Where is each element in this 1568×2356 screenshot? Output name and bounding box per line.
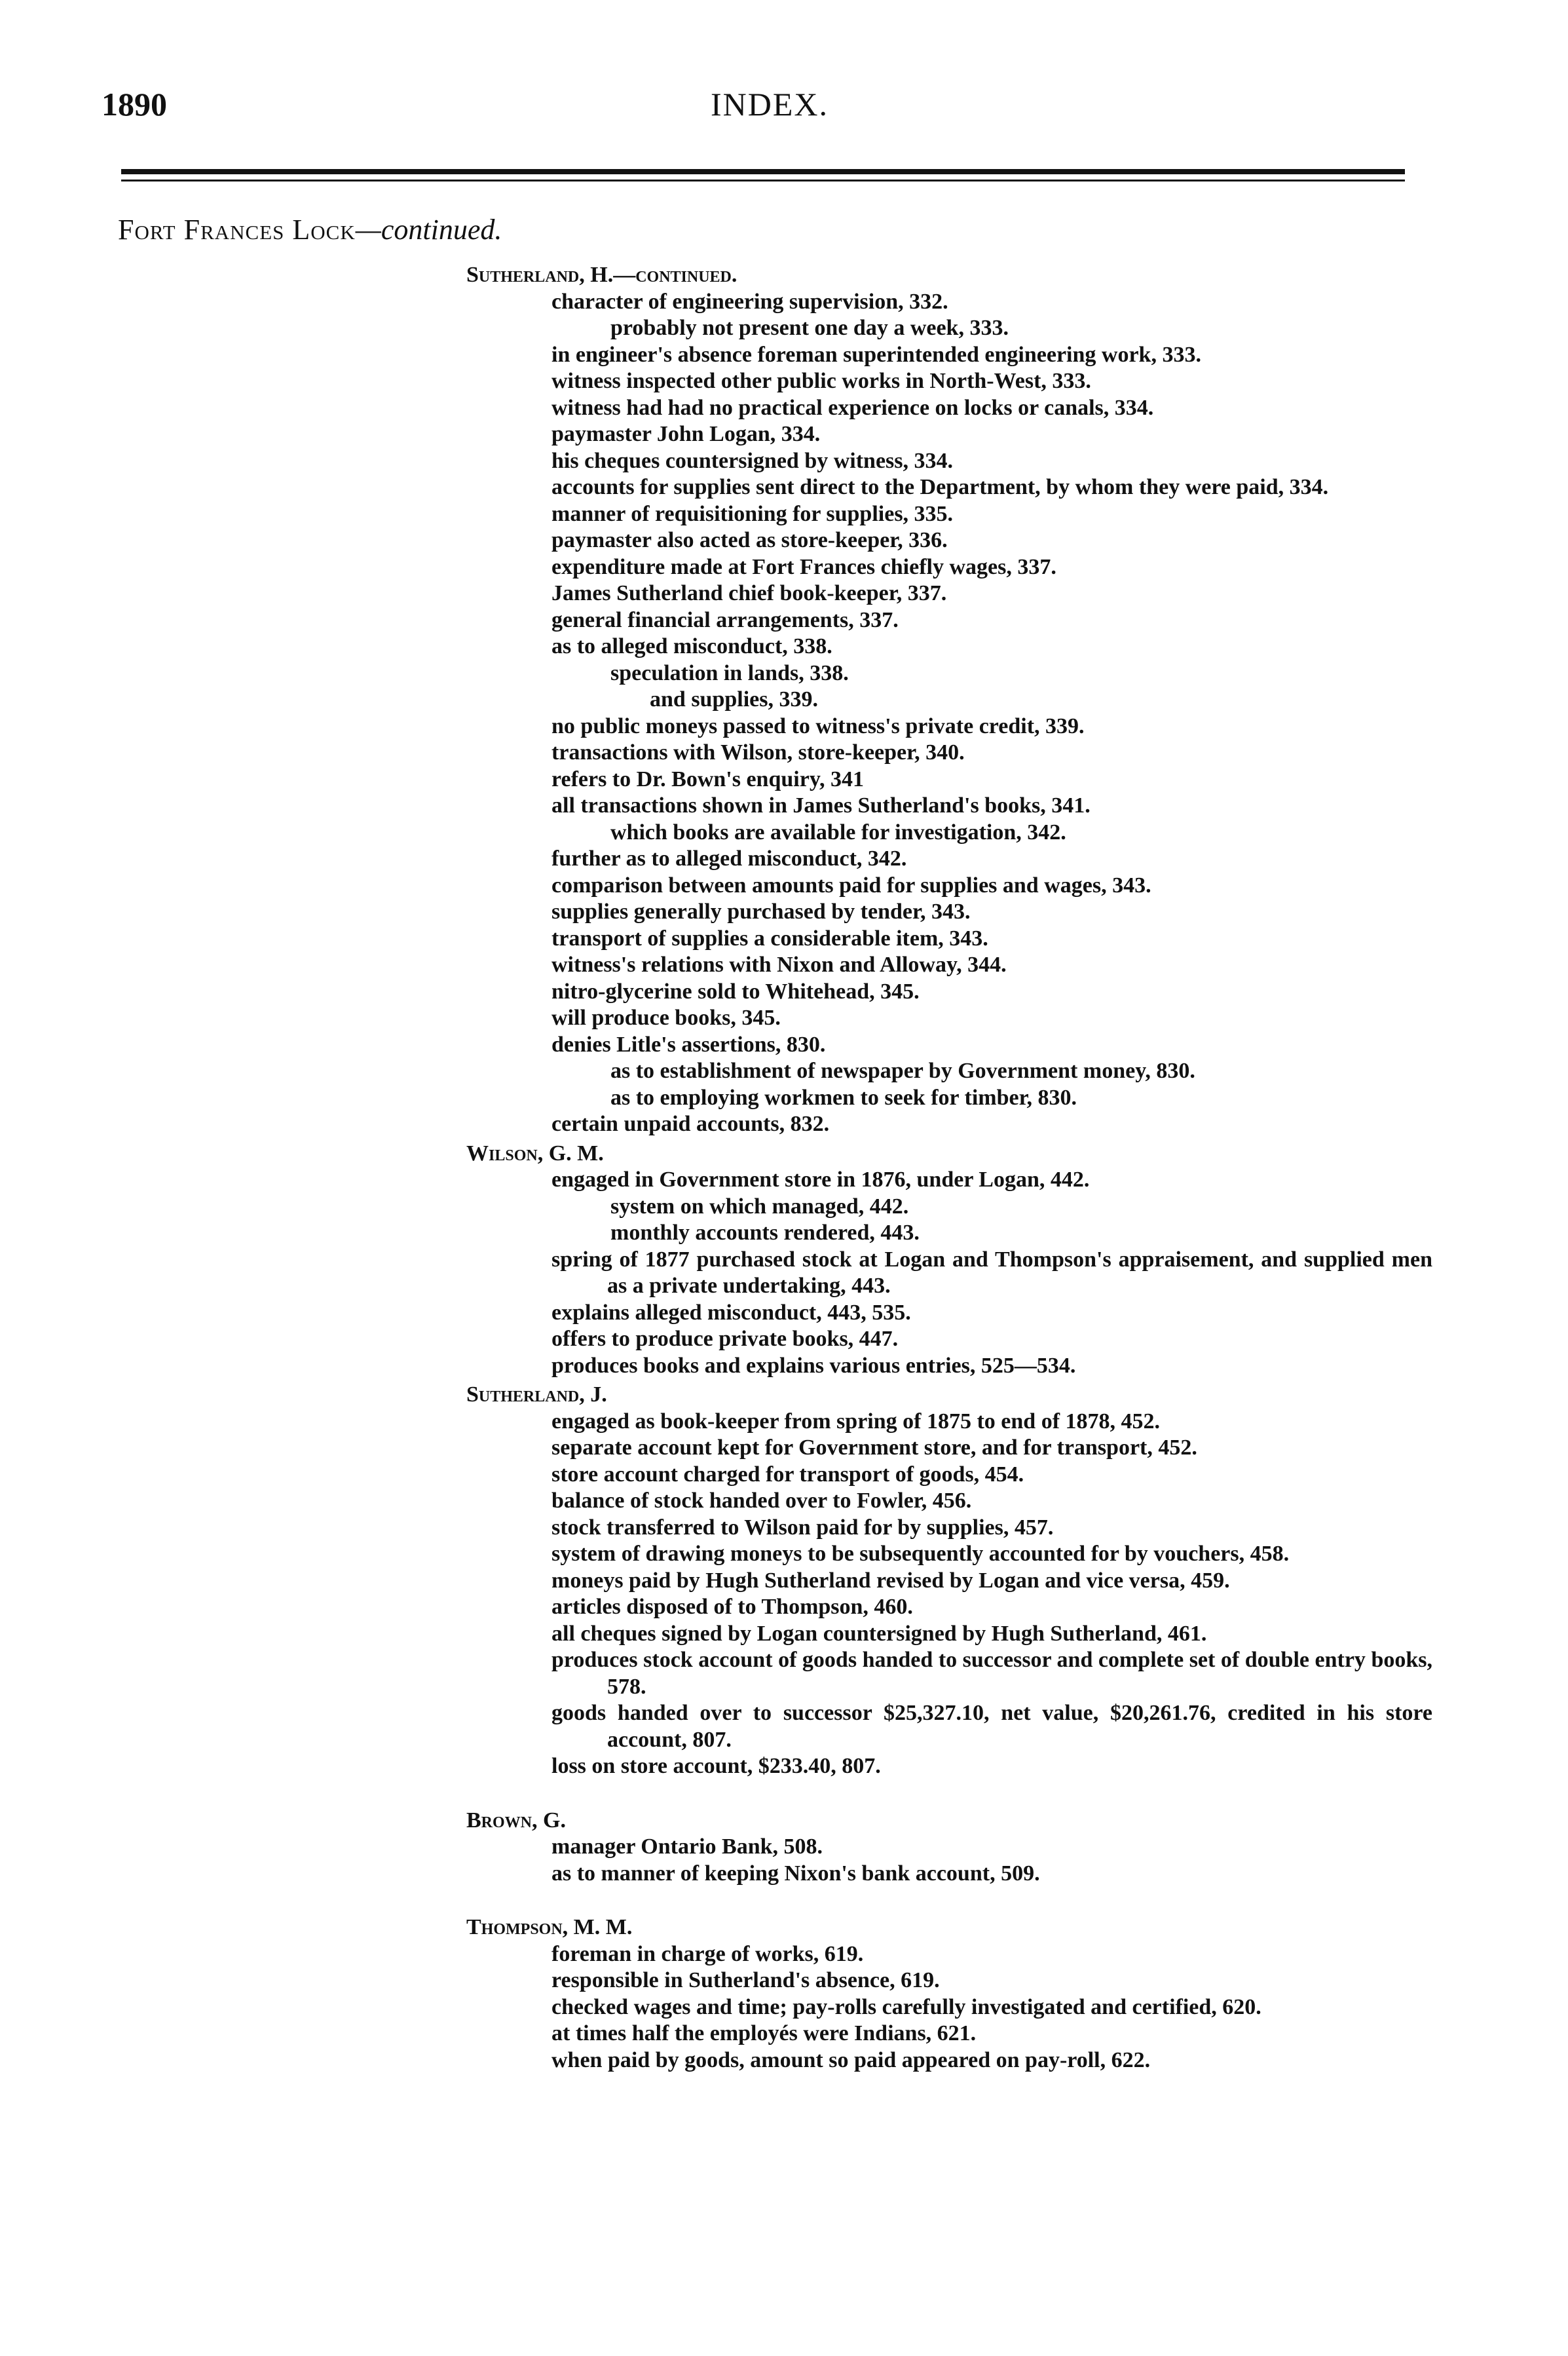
entry-line: no public moneys passed to witness's private credit, 339.	[551, 713, 1085, 738]
entry-line: system on which managed, 442.	[610, 1194, 909, 1219]
entry-line: checked wages and time; pay-rolls carefully investigated and certified, 620.	[551, 1994, 1261, 2019]
entry-line: paymaster John Logan, 334.	[551, 422, 821, 446]
index-entry	[466, 1141, 1436, 1380]
entry-line: produces books and explains various entries, 525—534.	[551, 1353, 1076, 1378]
entry-line: moneys paid by Hugh Sutherland revised by Logan and vice versa, 459.	[551, 1568, 1230, 1593]
entry-line: manner of requisitioning for supplies, 335.	[551, 501, 954, 526]
entry-line: denies Litle's assertions, 830.	[551, 1032, 826, 1057]
entry-line: general financial arrangements, 337.	[551, 607, 899, 632]
entry-name: Wilson, G. M.	[466, 1141, 604, 1166]
entry-line: as to manner of keeping Nixon's bank account, 509.	[551, 1861, 1040, 1886]
entry-line: speculation in lands, 338.	[610, 660, 849, 685]
entry-line: in engineer's absence foreman superintended engineering work, 333.	[551, 342, 1201, 367]
index-entry	[466, 1808, 1436, 1888]
entry-line: monthly accounts rendered, 443.	[610, 1221, 920, 1245]
section-heading-caps: Fort Frances Lock	[118, 214, 356, 246]
entry-line: further as to alleged misconduct, 342.	[551, 846, 907, 871]
entry-name: Thompson, M. M.	[466, 1915, 633, 1939]
entry-line: transport of supplies a considerable item, 343.	[551, 926, 988, 951]
entry-line: system of drawing moneys to be subsequently accounted for by vouchers, 458.	[551, 1542, 1290, 1566]
entry-line: probably not present one day a week, 333.	[610, 316, 1009, 340]
entry-line: supplies generally purchased by tender, 343.	[551, 900, 971, 924]
entry-line: all cheques signed by Logan countersigned by Hugh Sutherland, 461.	[551, 1621, 1207, 1646]
entry-line: at times half the employés were Indians, 621.	[551, 2021, 977, 2045]
entry-line: when paid by goods, amount so paid appeared on pay-roll, 622.	[551, 2047, 1151, 2072]
entry-line: comparison between amounts paid for supplies and wages, 343.	[551, 873, 1151, 898]
index-entry	[466, 1914, 1436, 2074]
index-entry	[466, 262, 1436, 1138]
section-heading-continued: —continued.	[355, 214, 502, 246]
entry-line: transactions with Wilson, store-keeper, 340.	[551, 740, 965, 765]
entry-line: witness had had no practical experience on locks or canals, 334.	[551, 395, 1154, 420]
entry-line: engaged in Government store in 1876, under Logan, 442.	[551, 1168, 1090, 1192]
entry-line: separate account kept for Government store, and for transport, 452.	[551, 1435, 1197, 1460]
entry-line: goods handed over to successor $25,327.10, net value, $20,261.76, credited in his store account, 807.	[551, 1701, 1432, 1752]
entry-name: Sutherland, H.—continued.	[466, 263, 737, 287]
entry-line: witness's relations with Nixon and Alloway, 344.	[551, 953, 1007, 977]
entry-line: witness inspected other public works in North-West, 333.	[551, 369, 1091, 393]
entry-line: which books are available for investigation, 342.	[610, 820, 1066, 845]
entry-line: engaged as book-keeper from spring of 1875 to end of 1878, 452.	[551, 1409, 1161, 1434]
entry-line: loss on store account, $233.40, 807.	[551, 1754, 881, 1778]
entry-line: all transactions shown in James Sutherland's books, 341.	[551, 793, 1091, 818]
entry-line: certain unpaid accounts, 832.	[551, 1112, 830, 1136]
entry-line: articles disposed of to Thompson, 460.	[551, 1595, 913, 1619]
entry-line: stock transferred to Wilson paid for by supplies, 457.	[551, 1515, 1054, 1540]
index-entry	[466, 1382, 1436, 1780]
entry-line: manager Ontario Bank, 508.	[551, 1834, 823, 1859]
entry-line: balance of stock handed over to Fowler, 456.	[551, 1489, 972, 1513]
page-header	[102, 85, 1411, 138]
entry-line: paymaster also acted as store-keeper, 336.	[551, 528, 948, 552]
entry-line: as to employing workmen to seek for timber, 830.	[610, 1085, 1077, 1110]
index-body	[466, 262, 1436, 2101]
entry-line: responsible in Sutherland's absence, 619.	[551, 1968, 940, 1992]
entry-line: as to establishment of newspaper by Government money, 830.	[610, 1059, 1195, 1083]
entry-line: expenditure made at Fort Frances chiefly wages, 337.	[551, 554, 1056, 579]
entry-line: spring of 1877 purchased stock at Logan and Thompson's appraisement, and supplied men as a private undertaking, 443.	[551, 1247, 1432, 1298]
page-title: INDEX.	[711, 86, 829, 123]
entry-line: his cheques countersigned by witness, 334.	[551, 448, 954, 473]
page-number: 1890	[102, 86, 167, 123]
entry-line: character of engineering supervision, 332.	[551, 289, 948, 314]
entry-name: Sutherland, J.	[466, 1382, 607, 1407]
entry-line: nitro-glycerine sold to Whitehead, 345.	[551, 979, 920, 1004]
entry-line: offers to produce private books, 447.	[551, 1327, 899, 1351]
section-heading	[118, 213, 502, 246]
entry-line: will produce books, 345.	[551, 1006, 781, 1030]
entry-line: and supplies, 339.	[650, 687, 818, 712]
entry-line: refers to Dr. Bown's enquiry, 341	[551, 767, 864, 791]
header-rule-thick	[121, 169, 1405, 174]
entry-line: store account charged for transport of goods, 454.	[551, 1462, 1024, 1487]
entry-line: explains alleged misconduct, 443, 535.	[551, 1300, 911, 1325]
entry-line: as to alleged misconduct, 338.	[551, 634, 832, 658]
entry-line: James Sutherland chief book-keeper, 337.	[551, 581, 947, 605]
entry-line: foreman in charge of works, 619.	[551, 1941, 864, 1966]
entry-name: Brown, G.	[466, 1808, 566, 1833]
entry-line: accounts for supplies sent direct to the Department, by whom they were paid, 334.	[551, 475, 1329, 499]
header-rule-thin	[121, 180, 1405, 181]
entry-line: produces stock account of goods handed to successor and complete set of double entry books, 578.	[551, 1648, 1432, 1699]
